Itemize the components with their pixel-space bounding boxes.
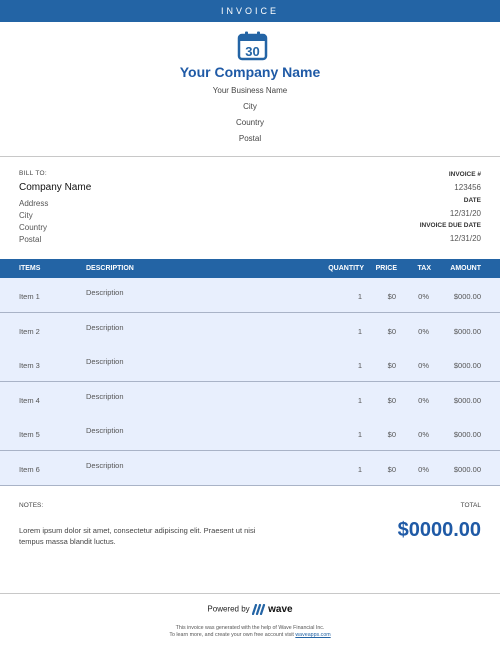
row-tax: 0% (418, 327, 429, 336)
business-name: Your Business Name (212, 86, 288, 95)
col-tax: TAX (417, 265, 431, 272)
row-item: Item 4 (19, 396, 40, 405)
col-items: ITEMS (19, 265, 41, 272)
due-date-label: INVOICE DUE DATE (419, 222, 481, 229)
table-row (0, 416, 500, 451)
invoice-date: 12/31/20 (449, 209, 481, 218)
row-description: Description (86, 288, 124, 297)
row-quantity: 1 (357, 327, 362, 336)
row-amount: $000.00 (453, 465, 481, 474)
row-price: $0 (387, 465, 396, 474)
bill-to-label: BILL TO: (19, 170, 47, 177)
total-amount: $0000.00 (397, 519, 481, 541)
total-label: TOTAL (460, 502, 481, 509)
waveapps-link[interactable]: waveapps.com (295, 632, 331, 638)
col-amount: AMOUNT (450, 265, 481, 272)
row-amount: $000.00 (453, 361, 481, 370)
col-quantity: QUANTITY (328, 265, 364, 272)
bill-to-postal: Postal (19, 235, 42, 244)
row-tax: 0% (418, 465, 429, 474)
table-row (0, 451, 500, 486)
row-quantity: 1 (357, 361, 362, 370)
row-price: $0 (387, 292, 396, 301)
row-item: Item 5 (19, 430, 40, 439)
row-price: $0 (387, 396, 396, 405)
row-tax: 0% (418, 396, 429, 405)
row-description: Description (86, 357, 124, 366)
footer-divider (0, 593, 500, 594)
date-label: DATE (463, 197, 481, 204)
row-description: Description (86, 392, 124, 401)
table-row (0, 382, 500, 417)
row-price: $0 (387, 361, 396, 370)
calendar-day: 30 (245, 44, 260, 59)
invoice-top-title: INVOICE (220, 6, 279, 16)
row-amount: $000.00 (453, 430, 481, 439)
row-item: Item 6 (19, 465, 40, 474)
bill-to-company: Company Name (19, 182, 92, 193)
row-description: Description (86, 323, 124, 332)
col-description: DESCRIPTION (86, 265, 134, 272)
invoice-number-label: INVOICE # (448, 171, 481, 178)
notes-label: NOTES: (19, 502, 44, 509)
powered-by-label: Powered by (207, 604, 250, 614)
row-amount: $000.00 (453, 396, 481, 405)
company-postal: Postal (238, 134, 262, 143)
bill-to-city: City (19, 211, 33, 220)
bill-to-country: Country (19, 223, 48, 232)
row-quantity: 1 (357, 396, 362, 405)
row-price: $0 (387, 327, 396, 336)
header-divider (0, 156, 500, 157)
row-tax: 0% (418, 292, 429, 301)
row-quantity: 1 (357, 292, 362, 301)
bill-to-address: Address (19, 199, 49, 208)
items-table-header (0, 259, 500, 278)
footer-line-2-text: To learn more, and create your own free account visit (169, 632, 294, 638)
row-quantity: 1 (357, 430, 362, 439)
company-header (0, 22, 500, 156)
powered-by-wave (0, 604, 500, 615)
table-row (0, 347, 500, 382)
invoice-due-date: 12/31/20 (449, 234, 481, 243)
row-amount: $000.00 (453, 292, 481, 301)
row-tax: 0% (418, 361, 429, 370)
calendar-icon (237, 31, 268, 61)
col-price: PRICE (375, 265, 397, 272)
row-item: Item 2 (19, 327, 40, 336)
wave-brand-name: wave (268, 604, 293, 615)
row-item: Item 1 (19, 292, 40, 301)
company-country: Country (235, 118, 264, 127)
notes-text: Lorem ipsum dolor sit amet, consectetur adipiscing elit. Praesent ut nisi tempus massa blandit luctus. (19, 526, 256, 546)
footer-line-1: This invoice was generated with the help of Wave Financial Inc. (175, 625, 325, 631)
row-description: Description (86, 461, 124, 470)
row-tax: 0% (418, 430, 429, 439)
footer-line-2 (0, 632, 500, 638)
row-price: $0 (387, 430, 396, 439)
table-row (0, 313, 500, 348)
row-item: Item 3 (19, 361, 40, 370)
row-description: Description (86, 426, 124, 435)
row-quantity: 1 (357, 465, 362, 474)
company-name: Your Company Name (179, 64, 321, 80)
wave-logo-icon (252, 604, 266, 615)
row-amount: $000.00 (453, 327, 481, 336)
table-row (0, 278, 500, 313)
company-city: City (243, 102, 257, 111)
invoice-top-bar (0, 0, 500, 22)
invoice-number: 123456 (454, 183, 481, 192)
